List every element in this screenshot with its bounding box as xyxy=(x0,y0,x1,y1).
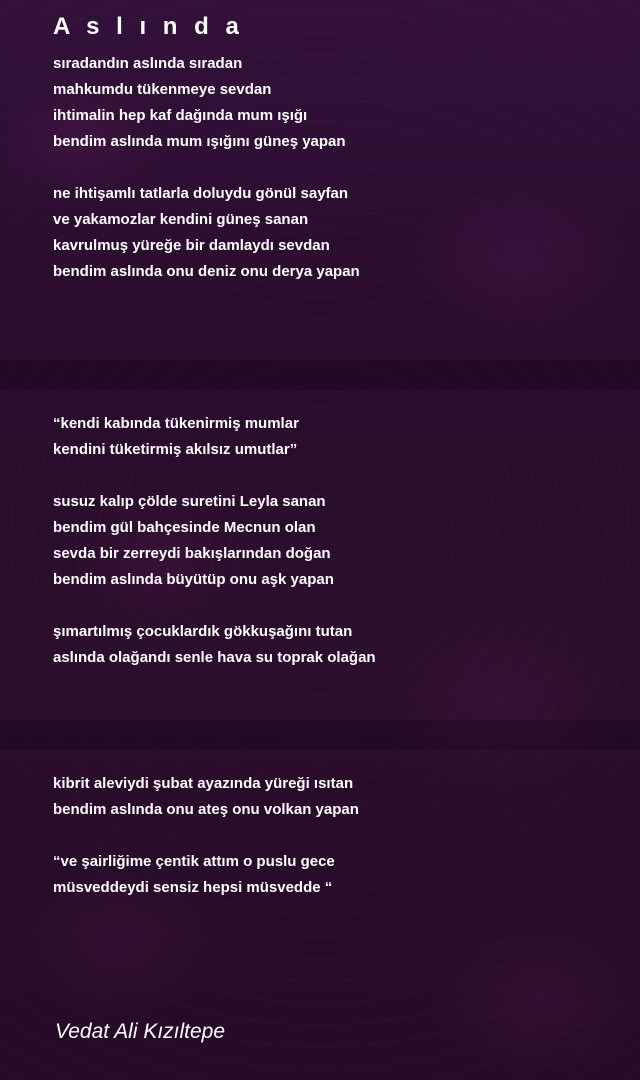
poem-line: ne ihtişamlı tatlarla doluydu gönül sayfan xyxy=(53,185,349,202)
poem-line: müsveddeydi sensiz hepsi müsvedde “ xyxy=(53,879,333,896)
stanza-5 xyxy=(53,619,613,671)
poem-line: bendim gül bahçesinde Mecnun olan xyxy=(53,519,316,536)
poem-line: ihtimalin hep kaf dağında mum ışığı xyxy=(53,107,308,124)
stanza-6 xyxy=(53,771,613,823)
stanza-2 xyxy=(53,181,613,285)
stanza-4 xyxy=(53,489,613,593)
poem-title: A s l ı n d a xyxy=(53,13,244,40)
stanza-3 xyxy=(53,411,613,463)
poem-line: sıradandın aslında sıradan xyxy=(53,55,243,72)
poem-author: Vedat Ali Kızıltepe xyxy=(55,1020,226,1043)
poem-line: bendim aslında onu deniz onu derya yapan xyxy=(53,263,360,280)
poem-line: aslında olağandı senle hava su toprak olağan xyxy=(53,649,376,666)
poem-line: mahkumdu tükenmeye sevdan xyxy=(53,81,272,98)
poem-line: “kendi kabında tükenirmiş mumlar xyxy=(53,415,299,432)
background-band xyxy=(0,720,640,750)
poem-line: bendim aslında onu ateş onu volkan yapan xyxy=(53,801,359,818)
poem-line: “ve şairliğime çentik attım o puslu gece xyxy=(53,853,335,870)
poem-line: ve yakamozlar kendini güneş sanan xyxy=(53,211,309,228)
background-band xyxy=(0,360,640,390)
poem-line: bendim aslında büyütüp onu aşk yapan xyxy=(53,571,334,588)
stanza-1 xyxy=(53,51,613,155)
poem-line: şımartılmış çocuklardık gökkuşağını tutan xyxy=(53,623,353,640)
poem-line: bendim aslında mum ışığını güneş yapan xyxy=(53,133,346,150)
poem-line: kendini tüketirmiş akılsız umutlar” xyxy=(53,441,298,458)
poem-line: kavrulmuş yüreğe bir damlaydı sevdan xyxy=(53,237,330,254)
stanza-7 xyxy=(53,849,613,901)
poem-line: susuz kalıp çölde suretini Leyla sanan xyxy=(53,493,326,510)
poem-line: sevda bir zerreydi bakışlarından doğan xyxy=(53,545,331,562)
poem-line: kibrit aleviydi şubat ayazında yüreği ısıtan xyxy=(53,775,354,792)
